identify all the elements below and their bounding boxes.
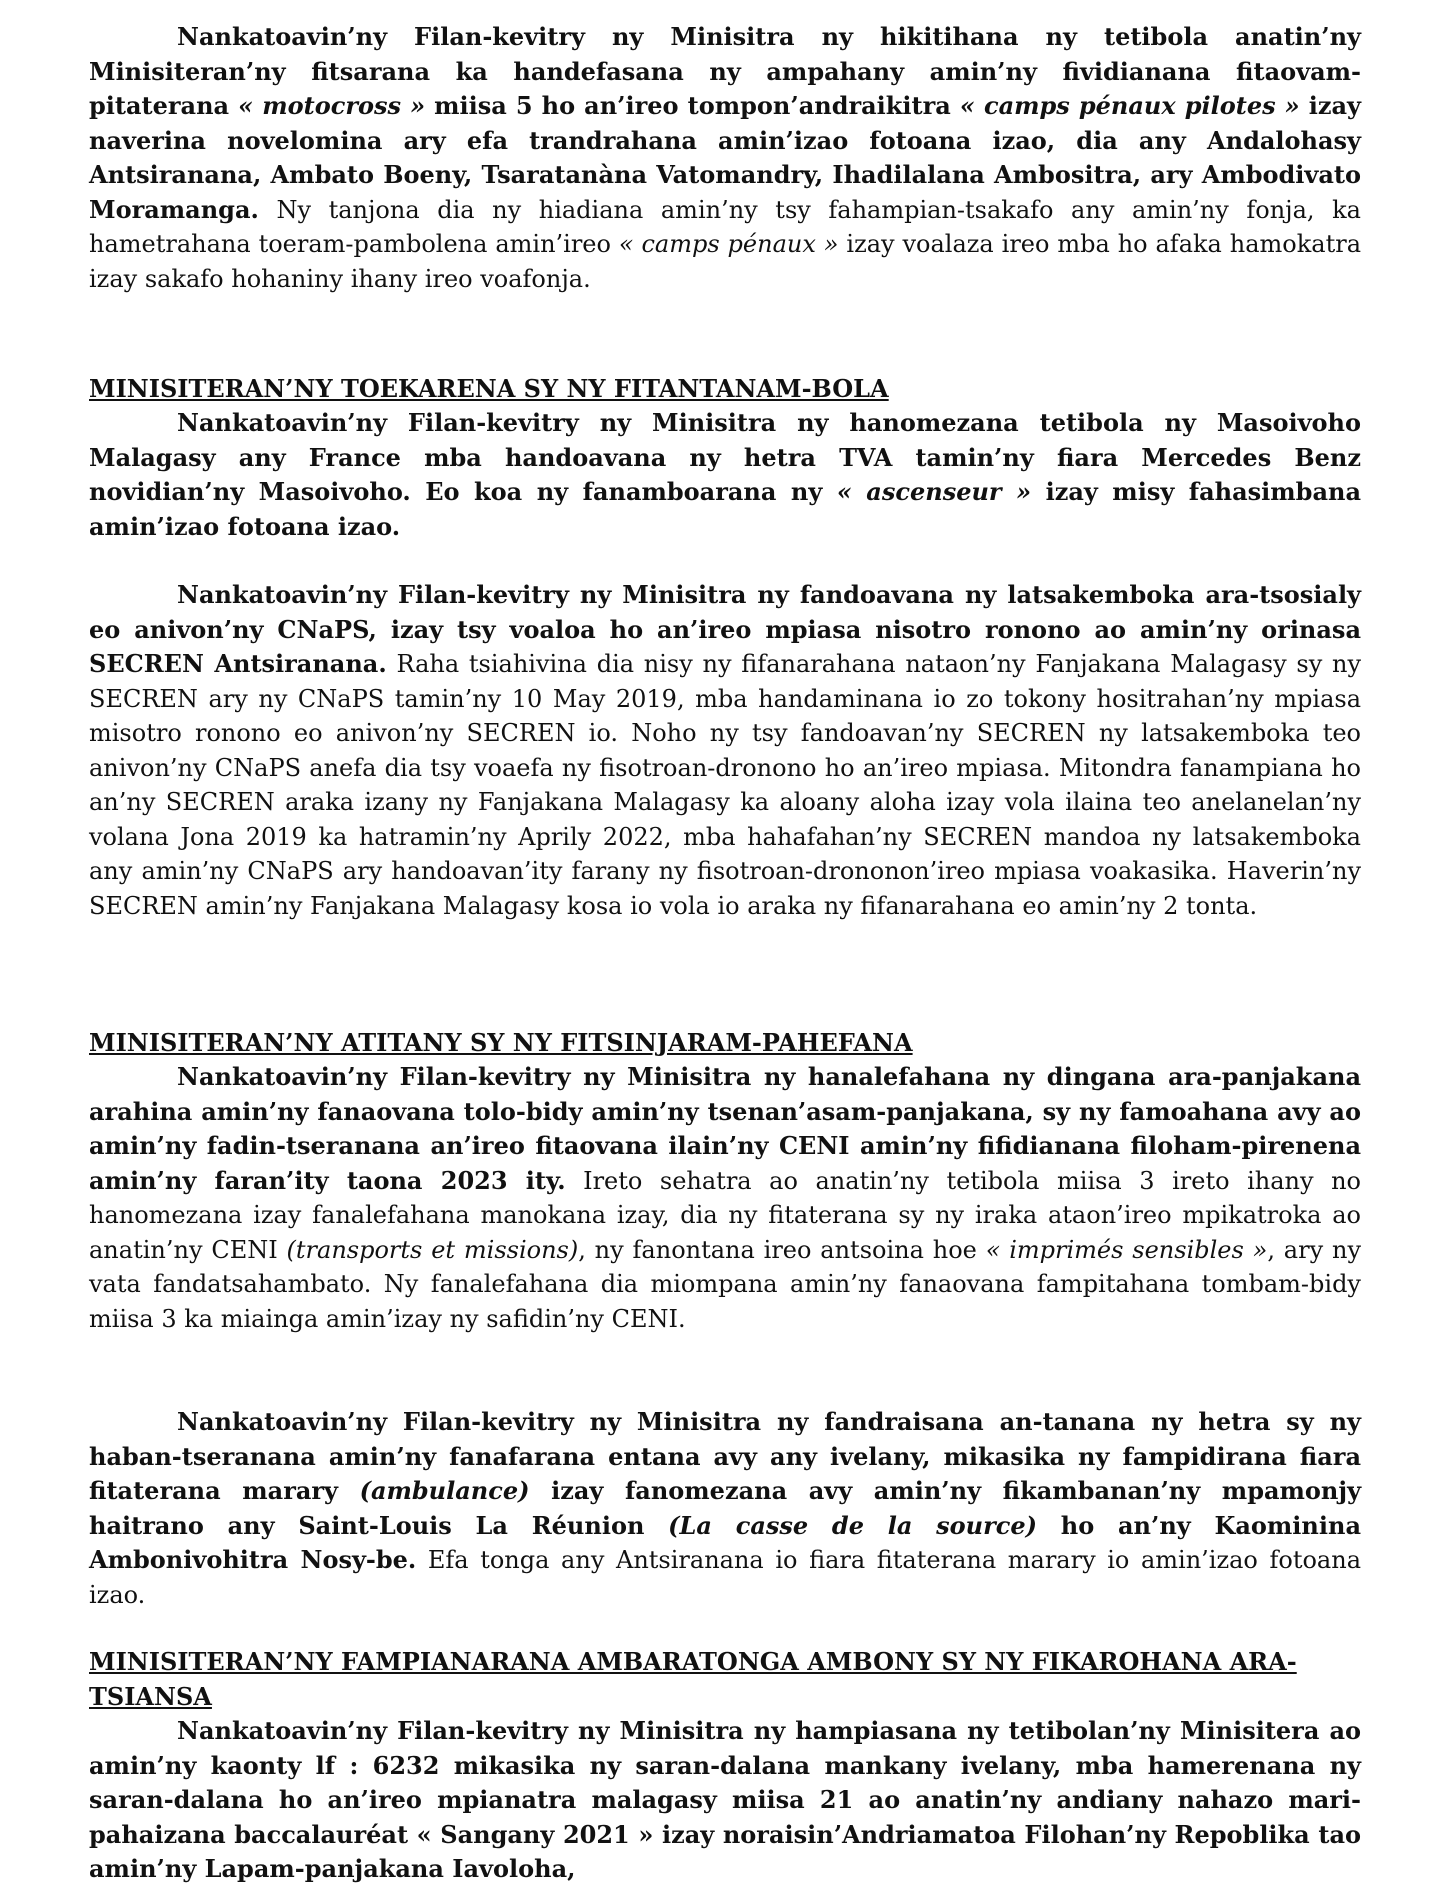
text-run: izay voalaza ireo mba ho afaka hamokatra izay sakafo hohaniny ihany ireo voafonja.: [89, 230, 1362, 293]
section-heading-atitany: MINISITERAN’NY ATITANY SY NY FITSINJARAM-PAHEFANA: [89, 1028, 913, 1057]
text-run: (transports et missions): [286, 1235, 579, 1264]
text-run: Nankatoavin’ny Filan-kevitry ny Minisitra ny hikitihana ny tetibola anatin’ny Minisiteran’ny fitsarana ka handefasana ny ampahany amin’ny fividianana fitaovam-pitaterana: [89, 22, 1361, 120]
paragraph-masoivoho: [89, 406, 1361, 544]
paragraph-ceni: [89, 1060, 1361, 1336]
text-run: Ireto sehatra ao anatin’ny tetibola miisa 3 ireto ihany no hanomezana izay fanalefahana manokana izay, dia ny fitaterana sy ny iraka ataon’ireo mpikatroka ao anatin’ny CENI: [89, 1166, 1361, 1264]
text-run: Efa tonga any Antsiranana io fiara fitaterana marary io amin’izao fotoana izao.: [89, 1546, 1361, 1609]
text-run: Ny tanjona dia ny hiadiana amin’ny tsy fahampian-tsakafo any amin’ny fonja, ka hametrahana toeram-pambolena amin’ireo: [89, 195, 1361, 258]
text-run: « motocross »: [238, 91, 426, 120]
text-run: Nankatoavin’ny Filan-kevitry ny Minisitra ny hanalefahana ny dingana ara-panjakana arahina amin’ny fanaovana tolo-bidy amin’ny tsenan’asam-panjakana, sy ny famoahana avy ao amin’ny fadin-tseranana an’ireo fitaovana ilain’ny CENI amin’ny fifidianana filoham-pirenena amin’ny faran’ity taona 2023 ity.: [89, 1062, 1361, 1195]
text-run: ho an’ny Kaominina Ambonivohitra Nosy-be.: [89, 1510, 1361, 1574]
text-run: (ambulance): [359, 1476, 530, 1505]
paragraph-camps-penaux: [89, 20, 1361, 296]
text-run: izay fanomezana avy amin’ny fikambanan’ny mpamonjy haitrano any Saint-Louis La Réunion: [89, 1476, 1362, 1540]
text-run: Raha tsiahivina dia nisy ny fifanarahana nataon’ny Fanjakana Malagasy sy ny SECREN ary ny CNaPS tamin’ny 10 May 2019, mba handaminana io zo tokony hositrahan’ny mpiasa misotro ronono eo anivon’ny SECREN io. Noho ny tsy fandoavan’ny SECREN ny latsakemboka teo anivon’ny CNaPS anefa dia tsy voaefa ny fisotroan-dronono ho an’ireo mpiasa. Mitondra fanampiana ho an’ny SECREN araka izany ny Fanjakana Malagasy ka aloany aloha izay vola ilaina teo anelanelan’ny volana Jona 2019 ka hatramin’ny Aprily 2022, mba hahafahan’ny SECREN mandoa ny latsakemboka any amin’ny CNaPS ary handoavan’ity farany ny fisotroan-drononon’ireo mpiasa voakasika. Haverin’ny SECREN amin’ny Fanjakana Malagasy kosa io vola io araka ny fifanarahana eo amin’ny 2 tonta.: [89, 650, 1362, 920]
text-run: « imprimés sensibles »: [985, 1235, 1268, 1264]
paragraph-sangany: [89, 1714, 1361, 1887]
text-run: , ny fanontana ireo antsoina hoe: [578, 1235, 986, 1264]
text-run: Nankatoavin’ny Filan-kevitry ny Minisitra ny fandoavana ny latsakemboka ara-tsosialy eo anivon’ny CNaPS, izay tsy voaloa ho an’ireo mpiasa nisotro ronono ao amin’ny orinasa SECREN Antsiranana.: [89, 580, 1361, 678]
text-run: izay naverina novelomina ary efa trandrahana amin’izao fotoana izao, dia any Andalohasy Antsiranana, Ambato Boeny, Tsaratanàna Vatomandry, Ihadilalana Ambositra, ary Ambodivato Moramanga.: [89, 91, 1361, 224]
text-run: Nankatoavin’ny Filan-kevitry ny Minisitra ny hanomezana tetibola ny Masoivoho Malagasy any France mba handoavana ny hetra TVA tamin’ny fiara Mercedes Benz novidian’ny Masoivoho. Eo koa ny fanamboarana ny: [89, 408, 1361, 506]
paragraph-ambulance: [89, 1405, 1361, 1612]
section-heading-fampianarana: MINISITERAN’NY FAMPIANARANA AMBARATONGA AMBONY SY NY FIKAROHANA ARA-TSIANSA: [89, 1647, 1297, 1711]
text-run: « ascenseur »: [836, 477, 1032, 506]
text-run: miisa 5 ho an’ireo tompon’andraikitra: [425, 91, 960, 120]
text-run: izay misy fahasimbana amin’izao fotoana izao.: [89, 477, 1362, 541]
text-run: Nankatoavin’ny Filan-kevitry ny Minisitra ny hampiasana ny tetibolan’ny Minisitera ao amin’ny kaonty lf : 6232 mikasika ny saran-dalana mankany ivelany, mba hamerenana ny saran-dalana ho an’ireo mpianatra malagasy miisa 21 ao anatin’ny andiany nahazo mari-pahaizana baccalauréat « Sangany 2021 » izay noraisin’Andriamatoa Filohan’ny Repoblika tao amin’ny Lapam-panjakana Iavoloha,: [89, 1716, 1361, 1883]
text-run: « camps pénaux »: [618, 230, 839, 258]
paragraph-secren: [89, 578, 1361, 923]
text-run: , ary ny vata fandatsahambato. Ny fanalefahana dia miompana amin’ny fanaovana fampitahana tombam-bidy miisa 3 ka miainga amin’izay ny safidin’ny CENI.: [89, 1235, 1362, 1333]
text-run: « camps pénaux pilotes »: [959, 91, 1300, 120]
text-run: (La casse de la source): [668, 1510, 1038, 1540]
section-heading-toekarena: MINISITERAN’NY TOEKARENA SY NY FITANTANAM-BOLA: [89, 374, 889, 403]
text-run: Nankatoavin’ny Filan-kevitry ny Minisitra ny fandraisana an-tanana ny hetra sy ny haban-tseranana amin’ny fanafarana entana avy any ivelany, mikasika ny fampidirana fiara fitaterana marary: [89, 1407, 1361, 1505]
